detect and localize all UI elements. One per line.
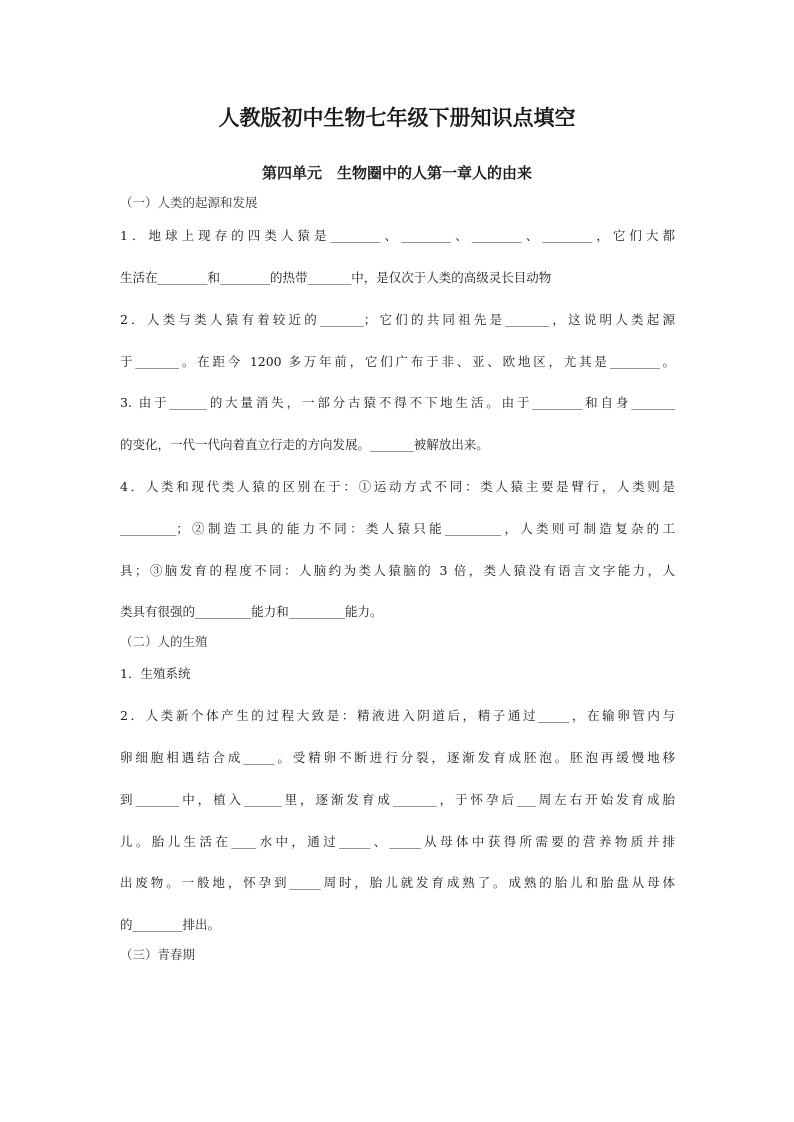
text-line: 4．人类和现代类人猿的区别在于：①运动方式不同：类人猿主要是臂行，人类则是 <box>120 479 675 494</box>
text-line: 于_______。在距今 1200 多万年前，它们广布于非、亚、欧地区，尤其是________。 <box>120 354 675 369</box>
unit-title: 第四单元 生物圈中的人第一章人的由来 <box>261 164 532 182</box>
section-heading-origin: （一）人类的起源和发展 <box>120 195 258 210</box>
document-title: 人教版初中生物七年级下册知识点填空 <box>218 106 576 130</box>
text-line: 卵细胞相遇结合成_____。受精卵不断进行分裂，逐渐发育成胚泡。胚泡再缓慢地移 <box>120 750 675 765</box>
text-line: 1．生殖系统 <box>120 666 191 681</box>
section-heading-puberty: （三）青春期 <box>120 947 196 962</box>
text-line: 2．人类新个体产生的过程大致是：精液进入阴道后，精子通过_____，在输卵管内与 <box>120 708 675 723</box>
text-line: 1．地球上现存的四类人猿是________、________、________、________，它们大都 <box>120 228 675 243</box>
text-line: 具；③脑发育的程度不同：人脑约为类人猿脑的 3 倍，类人猿没有语言文字能力，人 <box>120 563 675 578</box>
section-heading-reproduction: （二）人的生殖 <box>120 634 208 649</box>
text-line: 生活在________和________的热带_______中，是仅次于人类的高级灵长目动物 <box>120 270 552 285</box>
text-line: 出废物。一般地，怀孕到_____周时，胎儿就发育成熟了。成熟的胎儿和胎盘从母体 <box>120 875 675 890</box>
text-line: _________；②制造工具的能力不同：类人猿只能_________，人类则可制造复杂的工 <box>120 521 675 536</box>
text-line: 的变化，一代一代向着直立行走的方向发展。_______被解放出来。 <box>120 437 489 452</box>
text-line: 3. 由于______的大量消失，一部分古猿不得不下地生活。由于________和自身_______ <box>120 395 675 410</box>
text-line: 的________排出。 <box>120 917 221 932</box>
text-line: 2．人类与类人猿有着较近的_______；它们的共同祖先是_______，这说明人类起源 <box>120 312 675 327</box>
text-line: 类具有很强的_________能力和_________能力。 <box>120 604 383 619</box>
text-line: 到_______中，植入______里，逐渐发育成_______，于怀孕后___周左右开始发育成胎 <box>120 792 675 807</box>
text-line: 儿。胎儿生活在____水中，通过_____、_____从母体中获得所需要的营养物质并排 <box>120 834 675 849</box>
